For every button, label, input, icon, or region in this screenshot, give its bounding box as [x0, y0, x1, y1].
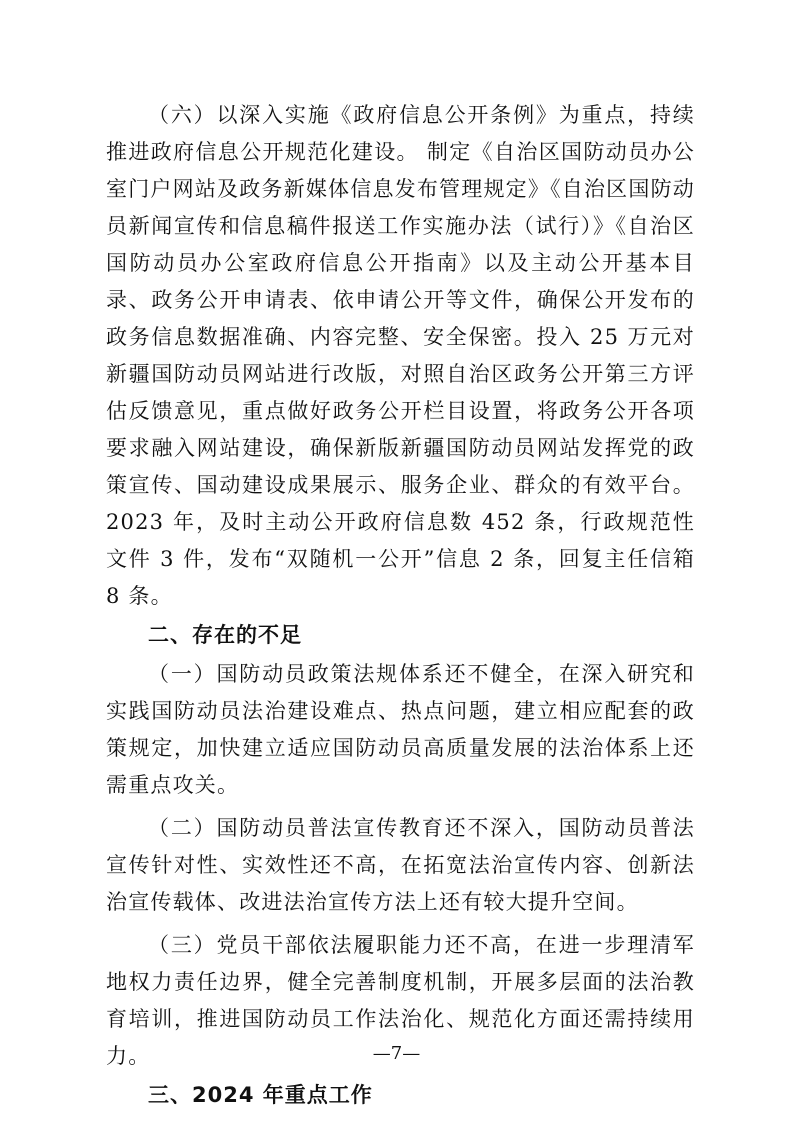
paragraph-deficiency-one: （一）国防动员政策法规体系还不健全，在深入研究和实践国防动员法治建设难点、热点问题，建立相应配套的政策规定，加快建立适应国防动员高质量发展的法治体系上还需重点攻关。	[106, 662, 695, 797]
page-number: —7—	[372, 1043, 421, 1064]
paragraph-six: （六）以深入实施《政府信息公开条例》为重点，持续推进政府信息公开规范化建设。 制定《自治区国防动员办公室门户网站及政务新媒体信息发布管理规定》《自治区国防动员新闻宣传和信息稿件报送工作实施办法（试行）》《自治区国防动员办公室政府信息公开指南》以及主动公开基本目录、政务公开申请表、依申请公开等文件，确保公开发布的政务信息数据准确、内容完整、安全保密。投入 25 万元对新疆国防动员网站进行改版，对照自治区政务公开第三方评估反馈意见，重点做好政务公开栏目设置，将政务公开各项要求融入网站建设，确保新版新疆国防动员网站发挥党的政策宣传、国动建设成果展示、服务企业、群众的有效平台。2023 年，及时主动公开政府信息数 452 条，行政规范性文件 3 件，发布“双随机一公开”信息 2 条，回复主任信箱 8 条。	[106, 103, 695, 608]
paragraph-deficiency-three: （三）党员干部依法履职能力还不高，在进一步理清军地权力责任边界，健全完善制度机制，开展多层面的法治教育培训，推进国防动员工作法治化、规范化方面还需持续用力。	[106, 933, 695, 1068]
document-body	[106, 97, 695, 1116]
section-heading-2024-work: 三、2024 年重点工作	[148, 1083, 373, 1107]
paragraph-deficiency-two: （二）国防动员普法宣传教育还不深入，国防动员普法宣传针对性、实效性还不高，在拓宽法治宣传内容、创新法治宣传载体、改进法治宣传方法上还有较大提升空间。	[106, 816, 695, 914]
section-heading-shortcomings: 二、存在的不足	[148, 623, 302, 647]
